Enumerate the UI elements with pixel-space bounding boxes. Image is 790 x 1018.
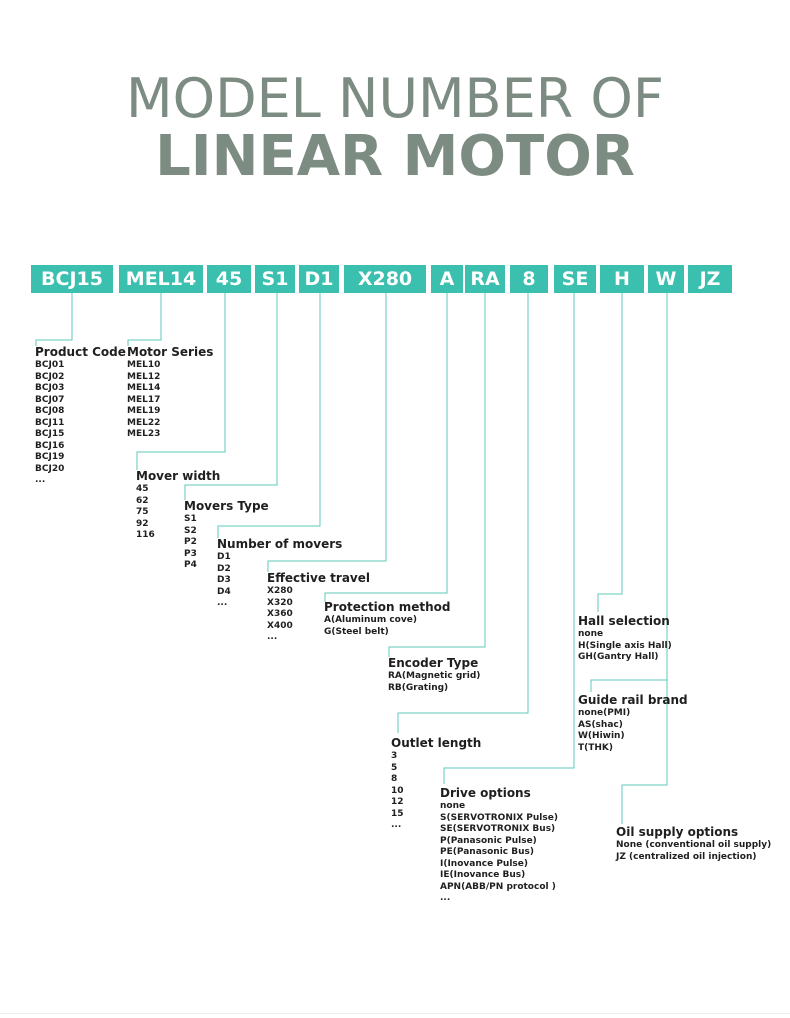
block-title: Protection method bbox=[324, 600, 451, 614]
option-item: ... bbox=[391, 820, 402, 830]
block-title: Encoder Type bbox=[388, 656, 479, 670]
option-item: BCJ20 bbox=[35, 463, 65, 474]
option-item: BCJ02 bbox=[35, 371, 65, 382]
option-item: MEL23 bbox=[127, 429, 161, 439]
block-title: Number of movers bbox=[217, 537, 343, 551]
option-item: S(SERVOTRONIX Pulse) bbox=[440, 812, 558, 823]
option-item: I(Inovance Pulse) bbox=[440, 858, 528, 869]
option-item: BCJ01 bbox=[35, 360, 65, 370]
connector-motor-series bbox=[128, 293, 161, 346]
block-options bbox=[324, 615, 451, 638]
option-item: IE(Inovance Bus) bbox=[440, 870, 526, 880]
option-item: X320 bbox=[267, 597, 293, 608]
option-item: PE(Panasonic Bus) bbox=[440, 847, 535, 857]
option-item: P(Panasonic Pulse) bbox=[440, 835, 537, 846]
option-item: D1 bbox=[217, 552, 231, 562]
option-item: MEL10 bbox=[127, 360, 161, 370]
option-item: none bbox=[440, 801, 466, 811]
option-item: X400 bbox=[267, 620, 293, 631]
option-item: A(Aluminum cove) bbox=[324, 615, 417, 625]
option-item: MEL17 bbox=[127, 394, 161, 405]
option-item: 5 bbox=[391, 762, 398, 773]
code-box-effective-travel: X280 bbox=[344, 265, 426, 293]
option-item: 8 bbox=[391, 774, 398, 784]
option-item: BCJ11 bbox=[35, 417, 65, 428]
block-protection-method bbox=[324, 600, 451, 638]
option-item: ... bbox=[440, 893, 451, 903]
option-item: 92 bbox=[136, 518, 149, 529]
code-box-movers-type: S1 bbox=[255, 265, 295, 293]
option-item: X280 bbox=[267, 586, 293, 596]
block-title: Oil supply options bbox=[616, 825, 739, 839]
code-box-mover-width: 45 bbox=[207, 265, 251, 293]
option-item: D3 bbox=[217, 575, 231, 585]
option-item: H(Single axis Hall) bbox=[578, 640, 672, 651]
option-item: 10 bbox=[391, 785, 404, 796]
block-encoder-type bbox=[388, 656, 480, 694]
block-guide-rail-brand bbox=[578, 693, 688, 754]
option-item: BCJ19 bbox=[35, 452, 65, 462]
option-item: AS(shac) bbox=[578, 719, 623, 730]
title-line-2: LINEAR MOTOR bbox=[155, 124, 635, 189]
option-item: ... bbox=[267, 632, 278, 642]
option-item: X360 bbox=[267, 609, 293, 619]
connector-hall-selection bbox=[598, 293, 622, 612]
code-box-product-code: BCJ15 bbox=[31, 265, 113, 293]
option-item: ... bbox=[35, 475, 46, 485]
option-item: RA(Magnetic grid) bbox=[388, 671, 481, 681]
option-item: 3 bbox=[391, 751, 398, 761]
option-item: D4 bbox=[217, 586, 231, 597]
code-box-drive-options: SE bbox=[554, 265, 596, 293]
block-options bbox=[440, 801, 558, 905]
block-options bbox=[578, 629, 672, 664]
option-item: MEL12 bbox=[127, 371, 161, 382]
option-item: BCJ08 bbox=[35, 406, 65, 416]
option-item: MEL14 bbox=[127, 383, 161, 393]
option-item: D2 bbox=[217, 563, 231, 574]
option-item: none bbox=[578, 629, 604, 639]
title-line-1: MODEL NUMBER OF bbox=[126, 67, 664, 130]
option-item: BCJ16 bbox=[35, 440, 65, 451]
option-item: 62 bbox=[136, 495, 149, 506]
option-item: 116 bbox=[136, 530, 155, 540]
option-item: 15 bbox=[391, 808, 404, 819]
block-options bbox=[578, 708, 688, 754]
code-box-oil-supply: JZ bbox=[688, 265, 732, 293]
bottom-divider bbox=[0, 1013, 790, 1014]
option-item: W(Hiwin) bbox=[578, 731, 625, 741]
block-oil-supply bbox=[616, 825, 771, 863]
block-options bbox=[127, 360, 213, 441]
option-item: 12 bbox=[391, 797, 404, 807]
option-item: BCJ15 bbox=[35, 429, 65, 439]
block-title: Mover width bbox=[136, 469, 221, 483]
block-title: Product Code bbox=[35, 345, 126, 359]
block-motor-series bbox=[127, 345, 213, 441]
option-item: SE(SERVOTRONIX Bus) bbox=[440, 824, 556, 834]
option-item: T(THK) bbox=[578, 742, 614, 753]
option-item: 75 bbox=[136, 507, 149, 517]
option-item: RB(Grating) bbox=[388, 682, 449, 693]
block-title: Guide rail brand bbox=[578, 693, 688, 707]
option-item: GH(Gantry Hall) bbox=[578, 652, 659, 662]
block-hall-selection bbox=[578, 614, 672, 664]
option-item: P4 bbox=[184, 560, 197, 570]
connector-product-code bbox=[36, 293, 72, 346]
code-box-outlet-length: 8 bbox=[510, 265, 548, 293]
block-drive-options bbox=[440, 786, 558, 905]
option-item: None (conventional oil supply) bbox=[616, 840, 772, 850]
block-options bbox=[35, 360, 126, 487]
code-box-number-of-movers: D1 bbox=[299, 265, 339, 293]
block-options bbox=[616, 840, 771, 863]
code-box-encoder-type: RA bbox=[465, 265, 505, 293]
block-title: Drive options bbox=[440, 786, 531, 800]
block-title: Movers Type bbox=[184, 499, 269, 513]
code-box-motor-series: MEL14 bbox=[119, 265, 203, 293]
block-title: Effective travel bbox=[267, 571, 370, 585]
option-item: S1 bbox=[184, 514, 197, 524]
option-item: ... bbox=[217, 598, 228, 608]
block-title: Motor Series bbox=[127, 345, 214, 359]
code-box-protection-method: A bbox=[431, 265, 463, 293]
option-item: MEL19 bbox=[127, 406, 161, 416]
block-options bbox=[388, 671, 480, 694]
option-item: S2 bbox=[184, 525, 197, 536]
block-title: Outlet length bbox=[391, 736, 482, 750]
connector-drive-options bbox=[444, 293, 574, 784]
option-item: MEL22 bbox=[127, 417, 161, 428]
option-item: BCJ03 bbox=[35, 383, 65, 393]
option-item: G(Steel belt) bbox=[324, 626, 389, 637]
connector-effective-travel bbox=[268, 293, 386, 572]
option-item: P3 bbox=[184, 548, 197, 559]
block-title: Hall selection bbox=[578, 614, 670, 628]
option-item: APN(ABB/PN protocol ) bbox=[440, 881, 556, 892]
code-box-hall-selection: H bbox=[600, 265, 644, 293]
code-box-guide-rail-brand: W bbox=[648, 265, 684, 293]
block-product-code bbox=[35, 345, 126, 487]
option-item: 45 bbox=[136, 484, 149, 494]
option-item: P2 bbox=[184, 537, 197, 547]
option-item: JZ (centralized oil injection) bbox=[616, 851, 757, 862]
option-item: none(PMI) bbox=[578, 708, 631, 718]
option-item: BCJ07 bbox=[35, 394, 65, 405]
